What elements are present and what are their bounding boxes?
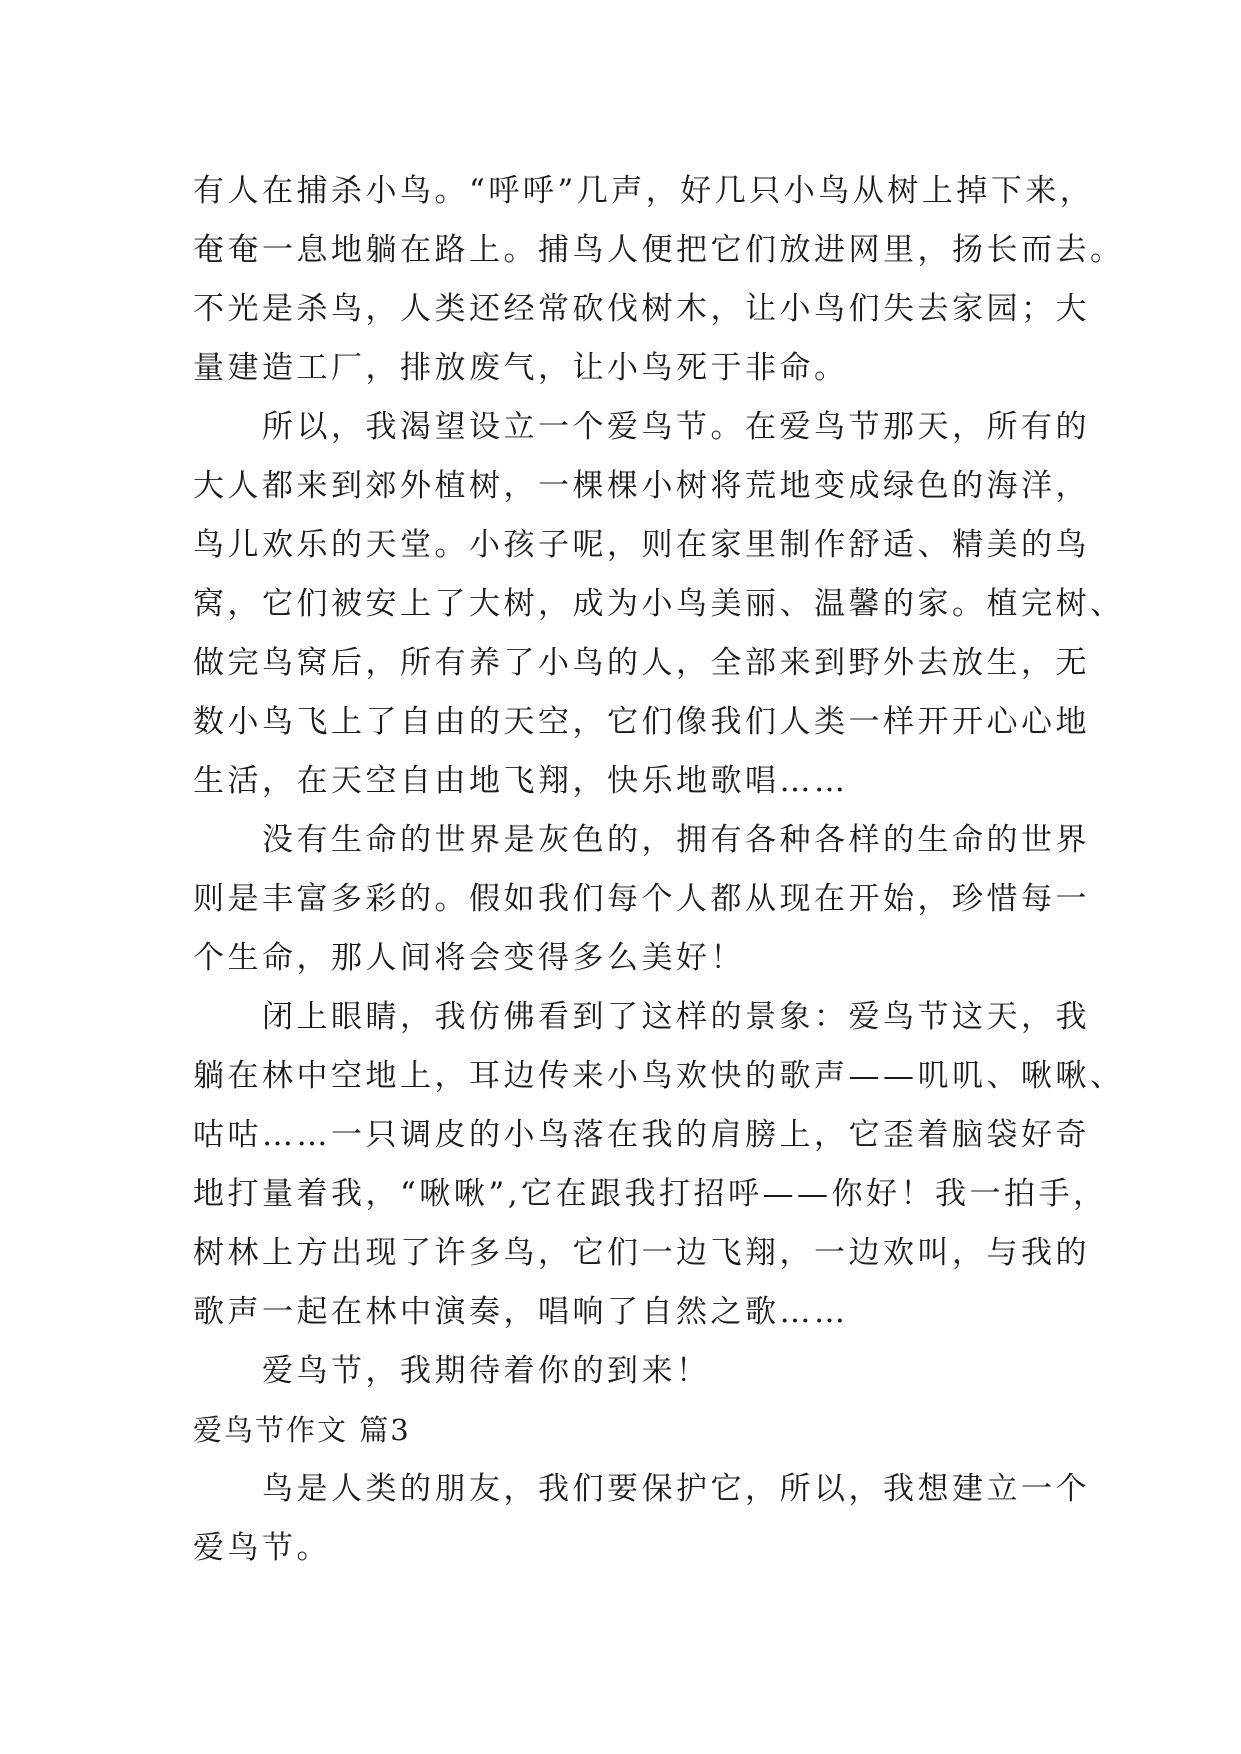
text-line: 做完鸟窝后，所有养了小鸟的人，全部来到野外去放生，无	[193, 645, 1090, 681]
text-line: 数小鸟飞上了自由的天空，它们像我们人类一样开开心心地	[193, 704, 1090, 740]
text-line: 则是丰富多彩的。假如我们每个人都从现在开始，珍惜每一	[193, 881, 1090, 917]
text-line: 鸟儿欢乐的天堂。小孩子呢，则在家里制作舒适、精美的鸟	[193, 527, 1090, 563]
text-line: 生活，在天空自由地飞翔，快乐地歌唱……	[193, 763, 849, 799]
text-line: 个生命，那人间将会变得多么美好！	[193, 940, 745, 976]
text-line: 躺在林中空地上，耳边传来小鸟欢快的歌声——叽叽、啾啾、	[193, 1058, 1125, 1094]
text-line: 奄奄一息地躺在路上。捕鸟人便把它们放进网里，扬长而去。	[193, 232, 1125, 268]
text-line: 树林上方出现了许多鸟，它们一边飞翔，一边欢叫，与我的	[193, 1235, 1090, 1271]
text-line: 所以，我渴望设立一个爱鸟节。在爱鸟节那天，所有的	[193, 409, 1090, 445]
text-line: 鸟是人类的朋友，我们要保护它，所以，我想建立一个	[193, 1471, 1090, 1507]
text-line: 歌声一起在林中演奏，唱响了自然之歌……	[193, 1294, 849, 1330]
text-line: 不光是杀鸟，人类还经常砍伐树木，让小鸟们失去家园；大	[193, 291, 1090, 327]
text-line: 窝，它们被安上了大树，成为小鸟美丽、温馨的家。植完树、	[193, 586, 1125, 622]
text-line: 没有生命的世界是灰色的，拥有各种各样的生命的世界	[193, 822, 1090, 858]
text-line: 闭上眼睛，我仿佛看到了这样的景象：爱鸟节这天，我	[193, 999, 1090, 1035]
text-line: 咕咕……一只调皮的小鸟落在我的肩膀上，它歪着脑袋好奇	[193, 1117, 1090, 1153]
text-line: 量建造工厂，排放废气，让小鸟死于非命。	[193, 350, 849, 386]
essay-body	[193, 162, 1125, 1578]
text-line: 大人都来到郊外植树，一棵棵小树将荒地变成绿色的海洋，	[193, 468, 1090, 504]
text-line: 爱鸟节，我期待着你的到来！	[193, 1353, 711, 1389]
text-line: 有人在捕杀小鸟。“呼呼”几声，好几只小鸟从树上掉下来，	[193, 173, 1095, 209]
text-line: 爱鸟节。	[193, 1530, 331, 1566]
text-line: 地打量着我，“啾啾”,它在跟我打招呼——你好！我一拍手，	[193, 1176, 1108, 1212]
section-heading: 爱鸟节作文 篇3	[193, 1413, 411, 1447]
